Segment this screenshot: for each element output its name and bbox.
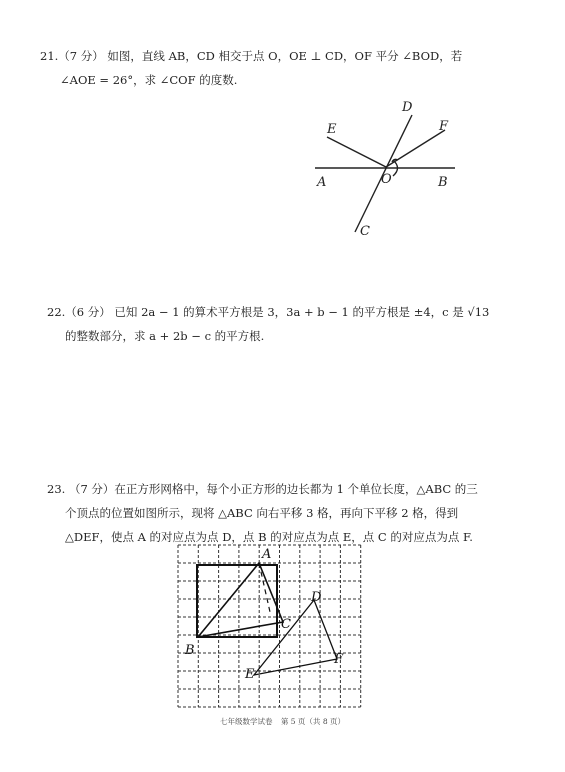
- label-c: C: [281, 617, 291, 632]
- label-f: F: [439, 119, 449, 134]
- page-footer: [0, 716, 565, 727]
- label-d: D: [402, 100, 413, 115]
- square-grid: [178, 545, 361, 707]
- label-b: B: [185, 643, 195, 658]
- label-a: A: [317, 175, 327, 190]
- q23-line-1: 23. （7 分）在正方形网格中，每个小正方形的边长都为 1 个单位长度，△ABC 的三: [47, 482, 478, 496]
- label-e: E: [245, 667, 255, 682]
- footer-page-number: 第 5 页（共 8 页）: [280, 717, 345, 726]
- q22-line-1: 22.（6 分） 已知 2a − 1 的算术平方根是 3，3a + b − 1 的平方根是 ±4，c 是 √13: [47, 305, 490, 319]
- triangle-abc: [198, 563, 283, 637]
- label-f: F: [334, 652, 344, 667]
- label-b: B: [438, 175, 448, 190]
- label-d: D: [311, 590, 322, 605]
- label-c: C: [360, 224, 370, 239]
- label-a: A: [262, 547, 272, 562]
- q22-line-2: 的整数部分，求 a + 2b − c 的平方根.: [65, 329, 265, 343]
- q23-line-2: 个顶点的位置如图所示，现将 △ABC 向右平移 3 格，再向下平移 2 格，得到: [65, 506, 459, 520]
- q23-line-3: △DEF，使点 A 的对应点为点 D，点 B 的对应点为点 E，点 C 的对应点为点 F.: [65, 530, 473, 544]
- label-o: O: [381, 172, 392, 187]
- footer-subject: 七年级数学试卷: [220, 717, 273, 726]
- label-e: E: [327, 122, 337, 137]
- q21-line-2: ∠AOE = 26°，求 ∠COF 的度数.: [60, 73, 238, 87]
- q21-line-1: 21.（7 分） 如图，直线 AB，CD 相交于点 O，OE ⊥ CD，OF 平分 ∠BOD，若: [40, 49, 463, 63]
